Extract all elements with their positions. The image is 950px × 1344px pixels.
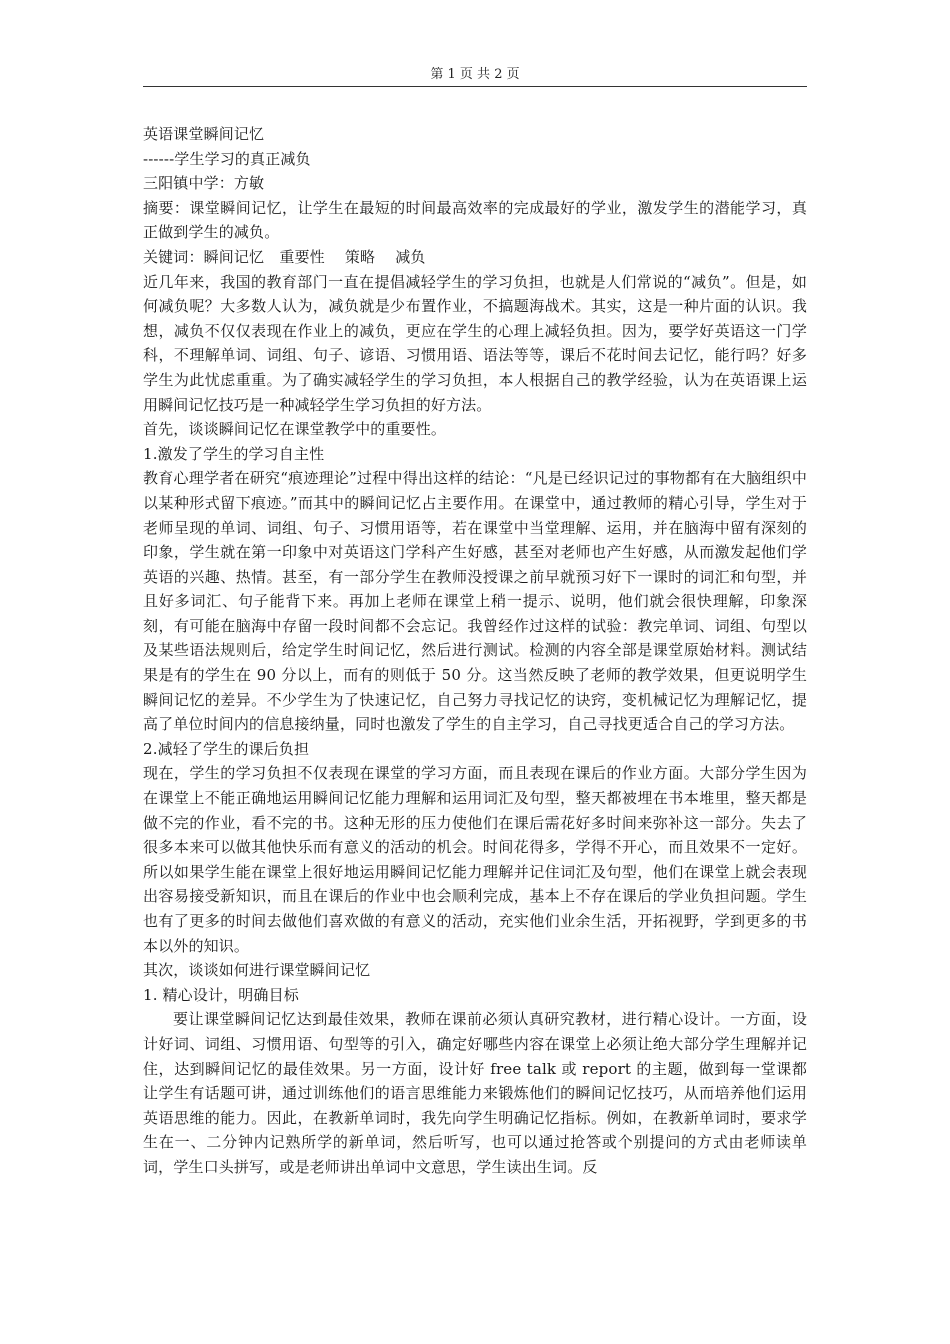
section1-heading: 首先，谈谈瞬间记忆在课堂教学中的重要性。 (143, 420, 447, 439)
section2-heading: 其次，谈谈如何进行课堂瞬间记忆 (143, 961, 371, 980)
point1-paragraph: 教育心理学者在研究“痕迹理论”过程中得出这样的结论：“凡是已经识记过的事物都有在大脑组织中以某种形式留下痕迹。”而其中的瞬间记忆占主要作用。在课堂中，通过教师的精心引导，学生对于老师呈现的单词、词组、句子、习惯用语等，若在课堂中当堂理解、运用，并在脑海中留有深刻的印象，学生就在第一印象中对英语这门学科产生好感，甚至对老师也产生好感，从而激发起他们学英语的兴趣、热情。甚至，有一部分学生在教师没授课之前早就预习好下一课时的词汇和句型，并且好多词汇、句子能背下来。再加上老师在课堂上稍一提示、说明，他们就会很快理解，印象深刻，有可能在脑海中存留一段时间都不会忘记。我曾经作过这样的试验：教完单词、词组、句型以及某些语法规则后，给定学生时间记忆，然后进行测试。检测的内容全部是课堂原始材料。测试结果是有的学生在 90 分以上，而有的则低于 50 分。这当然反映了老师的教学效果，但更说明学生瞬间记忆的差异。不少学生为了快速记忆，自己努力寻找记忆的诀窍，变机械记忆为理解记忆，提高了单位时间内的信息接纳量，同时也激发了学生的自主学习，自己寻找更适合自己的学习方法。 (143, 469, 807, 734)
point3-heading: 1. 精心设计，明确目标 (143, 985, 299, 1004)
article-author: 三阳镇中学：方敏 (143, 174, 265, 193)
point2-heading: 2.减轻了学生的课后负担 (143, 739, 310, 758)
point3-paragraph: 要让课堂瞬间记忆达到最佳效果，教师在课前必须认真研究教材，进行精心设计。一方面，设计好词、词组、习惯用语、句型等的引入，确定好哪些内容在课堂上必须让绝大部分学生理解并记住，达到瞬间记忆的最佳效果。另一方面，设计好 free talk 或 report 的主题，做到每一堂课都让学生有话题可讲，通过训练他们的语言思维能力来锻炼他们的瞬间记忆技巧，从而培养他们运用英语思维的能力。因此，在教新单词时，我先向学生明确记忆指标。例如，在教新单词时，要求学生在一、二分钟内记熟所学的新单词，然后听写，也可以通过抢答或个别提问的方式由老师读单词，学生口头拼写，或是老师讲出单词中文意思，学生读出生词。反 (143, 1010, 807, 1176)
article-keywords: 关键词：瞬间记忆 重要性 策略 减负 (143, 247, 426, 266)
article-title: 英语课堂瞬间记忆 (143, 125, 265, 143)
page-indicator: 第 1 页 共 2 页 (430, 67, 520, 82)
point1-heading: 1.激发了学生的学习自主性 (143, 444, 325, 463)
article-abstract: 摘要：课堂瞬间记忆，让学生在最短的时间最高效率的完成最好的学业，激发学生的潜能学习，真正做到学生的减负。 (143, 198, 807, 242)
article-subtitle: ------学生学习的真正减负 (143, 149, 311, 168)
article-body (143, 122, 807, 1180)
page-header (143, 64, 807, 87)
point2-paragraph: 现在，学生的学习负担不仅表现在课堂的学习方面，而且表现在课后的作业方面。大部分学生因为在课堂上不能正确地运用瞬间记忆能力理解和运用词汇及句型，整天都被埋在书本堆里，整天都是做不完的作业，看不完的书。这种无形的压力使他们在课后需花好多时间来弥补这一部分。失去了很多本来可以做其他快乐而有意义的活动的机会。时间花得多，学得不开心，而且效果不一定好。所以如果学生能在课堂上很好地运用瞬间记忆能力理解并记住词汇及句型，他们在课堂上就会表现出容易接受新知识，而且在课后的作业中也会顺利完成，基本上不存在课后的学业负担问题。学生也有了更多的时间去做他们喜欢做的有意义的活动，充实他们业余生活，开拓视野，学到更多的书本以外的知识。 (143, 764, 807, 955)
intro-paragraph: 近几年来，我国的教育部门一直在提倡减轻学生的学习负担，也就是人们常说的“减负”。但是，如何减负呢？大多数人认为，减负就是少布置作业，不搞题海战术。其实，这是一种片面的认识。我想，减负不仅仅表现在作业上的减负，更应在学生的心理上减轻负担。因为，要学好英语这一门学科，不理解单词、词组、句子、谚语、习惯用语、语法等等，课后不花时间去记忆，能行吗？好多学生为此忧虑重重。为了确实减轻学生的学习负担，本人根据自己的教学经验，认为在英语课上运用瞬间记忆技巧是一种减轻学生学习负担的好方法。 (143, 272, 807, 414)
